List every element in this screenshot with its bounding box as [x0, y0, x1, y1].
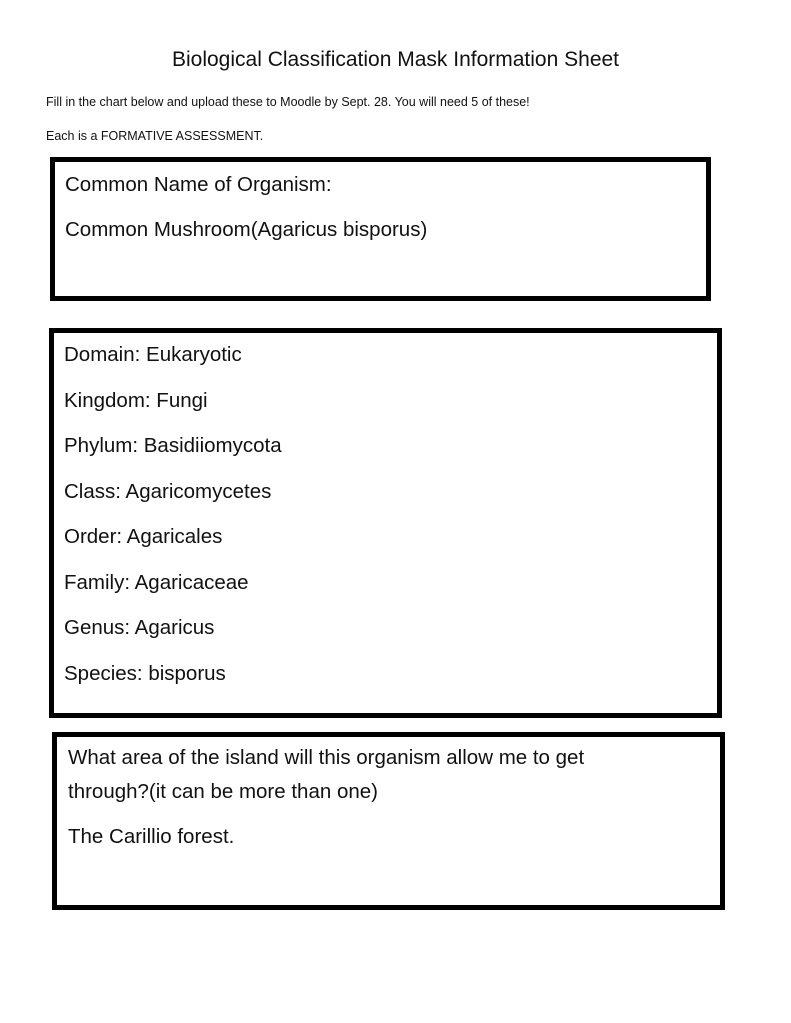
species-text: Species: bisporus — [64, 662, 226, 685]
assessment-note: Each is a FORMATIVE ASSESSMENT. — [46, 129, 264, 143]
common-name-box — [50, 157, 711, 301]
common-name-label: Common Name of Organism: — [65, 173, 332, 196]
classification-box — [49, 328, 722, 718]
common-name-value: Common Mushroom(Agaricus bisporus) — [65, 218, 428, 241]
phylum-text: Phylum: Basidiiomycota — [64, 434, 282, 457]
page-title: Biological Classification Mask Information Sheet — [171, 48, 620, 71]
order-text: Order: Agaricales — [64, 525, 223, 548]
class-text: Class: Agaricomycetes — [64, 480, 272, 503]
genus-text: Genus: Agaricus — [64, 616, 215, 639]
instructions-text: Fill in the chart below and upload these to Moodle by Sept. 28. You will need 5 of these! — [46, 95, 530, 109]
area-question-line-1: What area of the island will this organism allow me to get — [68, 746, 585, 769]
domain-text: Domain: Eukaryotic — [64, 343, 242, 366]
area-answer: The Carillio forest. — [68, 825, 235, 848]
area-question-line-2: through?(it can be more than one) — [68, 780, 378, 803]
family-text: Family: Agaricaceae — [64, 571, 249, 594]
kingdom-text: Kingdom: Fungi — [64, 389, 208, 412]
island-area-box — [52, 732, 725, 910]
